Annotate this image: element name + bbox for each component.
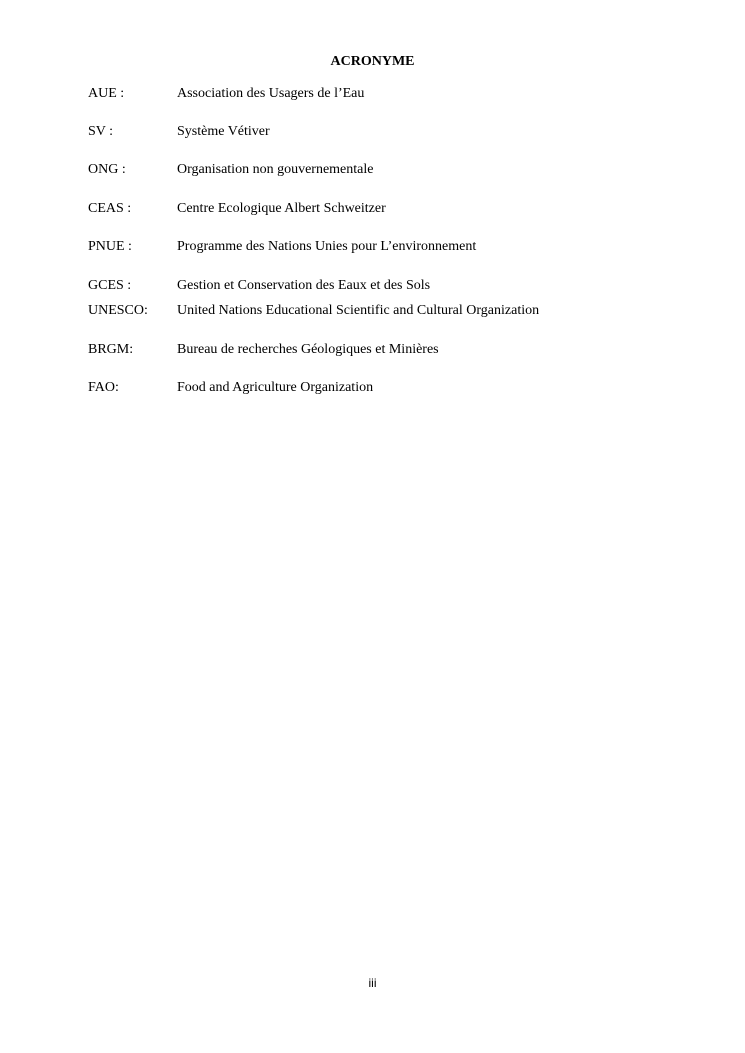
acronym-row: [88, 238, 688, 256]
page-number: iii: [368, 976, 377, 990]
acronym-abbreviation: CEAS :: [88, 201, 132, 216]
acronym-abbreviation: FAO:: [88, 380, 119, 395]
acronym-abbreviation: GCES :: [88, 278, 132, 293]
acronym-abbreviation: ONG :: [88, 162, 126, 177]
acronym-definition: United Nations Educational Scientific and Cultural Organization: [177, 303, 540, 318]
acronym-definition: Food and Agriculture Organization: [177, 380, 374, 395]
acronym-row: [88, 123, 688, 141]
acronym-row: [88, 85, 688, 103]
acronym-abbreviation: UNESCO:: [88, 303, 148, 318]
acronym-row: [88, 341, 688, 359]
acronym-row: [88, 302, 688, 320]
acronym-definition: Programme des Nations Unies pour L’environnement: [177, 239, 477, 254]
acronym-abbreviation: BRGM:: [88, 342, 134, 357]
acronym-definition: Organisation non gouvernementale: [177, 162, 374, 177]
acronym-row: [88, 200, 688, 218]
acronym-row: [88, 161, 688, 179]
acronym-definition: Système Vétiver: [177, 124, 270, 139]
acronym-abbreviation: AUE :: [88, 86, 125, 101]
page-title: ACRONYME: [330, 54, 415, 69]
acronym-definition: Gestion et Conservation des Eaux et des Sols: [177, 278, 431, 293]
acronym-row: [88, 277, 688, 295]
acronym-abbreviation: SV :: [88, 124, 114, 139]
acronym-row: [88, 379, 688, 397]
acronym-definition: Centre Ecologique Albert Schweitzer: [177, 201, 386, 216]
acronym-definition: Bureau de recherches Géologiques et Minières: [177, 342, 439, 357]
acronym-abbreviation: PNUE :: [88, 239, 132, 254]
acronym-definition: Association des Usagers de l’Eau: [177, 86, 365, 101]
